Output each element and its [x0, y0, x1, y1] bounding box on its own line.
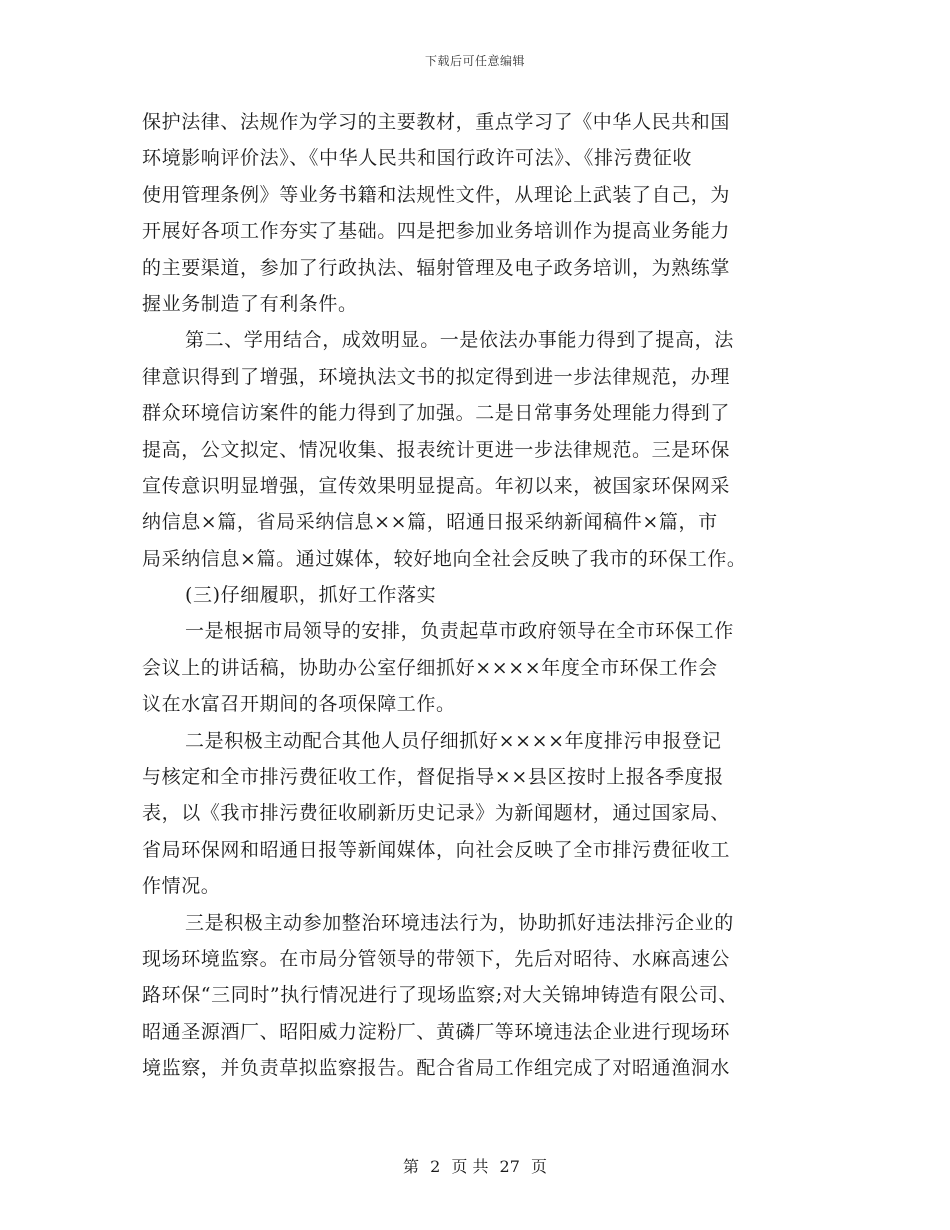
text-line: 表，以《我市排污费征收刷新历史记录》为新闻题材，通过国家局、	[142, 802, 731, 825]
text-line: 省局环保网和昭通日报等新闻媒体，向社会反映了全市排污费征收工	[142, 838, 731, 861]
text-line: 昭通圣源酒厂、昭阳威力淀粉厂、黄磷厂等环境违法企业进行现场环	[142, 1020, 731, 1043]
current-page-number: 2	[430, 1157, 441, 1176]
page-footer	[0, 1154, 950, 1177]
header-note: 下载后可任意编辑	[424, 54, 525, 68]
text-line: 与核定和全市排污费征收工作，督促指导××县区按时上报各季度报	[142, 766, 724, 789]
text-line: 作情况。	[142, 875, 221, 898]
text-line: 握业务制造了有利条件。	[142, 292, 358, 315]
text-line: 三是积极主动参加整治环境违法行为，协助抓好违法排污企业的	[185, 911, 734, 934]
section-heading: (三)仔细履职，抓好工作落实	[185, 584, 437, 607]
text-line: 环境影响评价法》、《中华人民共和国行政许可法》、《排污费征收	[142, 147, 693, 170]
text-line: 会议上的讲话稿，协助办公室仔细抓好××××年度全市环保工作会	[142, 656, 718, 679]
text-line: 的主要渠道，参加了行政执法、辐射管理及电子政务培训，为熟练掌	[142, 256, 731, 279]
footer-prefix: 第	[402, 1157, 419, 1176]
body-text	[142, 104, 822, 1087]
total-page-count: 27	[499, 1157, 520, 1176]
text-line: 保护法律、法规作为学习的主要教材，重点学习了《中华人民共和国	[142, 111, 731, 133]
text-line: 局采纳信息×篇。通过媒体，较好地向全社会反映了我市的环保工作。	[142, 547, 747, 570]
text-line: 开展好各项工作夯实了基础。四是把参加业务培训作为提高业务能力	[142, 220, 731, 243]
text-line: 议在水富召开期间的各项保障工作。	[142, 693, 456, 716]
footer-mid: 页 共	[451, 1157, 489, 1176]
text-line: 现场环境监察。在市局分管领导的带领下，先后对昭待、水麻高速公	[142, 947, 731, 970]
footer-suffix: 页	[531, 1157, 548, 1176]
text-line: 提高，公文拟定、情况收集、报表统计更进一步法律规范。三是环保	[142, 438, 731, 461]
text-line: 第二、学用结合，成效明显。一是依法办事能力得到了提高，法	[185, 329, 734, 352]
text-line: 律意识得到了增强，环境执法文书的拟定得到进一步法律规范，办理	[142, 365, 731, 388]
text-line: 二是积极主动配合其他人员仔细抓好××××年度排污申报登记	[185, 729, 722, 752]
text-line: 路环保“三同时”执行情况进行了现场监察;对大关锦坤铸造有限公司、	[142, 984, 739, 1007]
text-line: 一是根据市局领导的安排，负责起草市政府领导在全市环保工作	[185, 620, 734, 643]
text-line: 群众环境信访案件的能力得到了加强。二是日常事务处理能力得到了	[142, 402, 731, 425]
text-line: 境监察，并负责草拟监察报告。配合省局工作组完成了对昭通渔洞水	[142, 1057, 731, 1080]
text-line: 纳信息×篇，省局采纳信息××篇，昭通日报采纳新闻稿件×篇，市	[142, 511, 718, 534]
text-line: 宣传意识明显增强，宣传效果明显提高。年初以来，被国家环保网采	[142, 474, 731, 497]
text-line: 使用管理条例》等业务书籍和法规性文件，从理论上武装了自己，为	[142, 183, 731, 206]
